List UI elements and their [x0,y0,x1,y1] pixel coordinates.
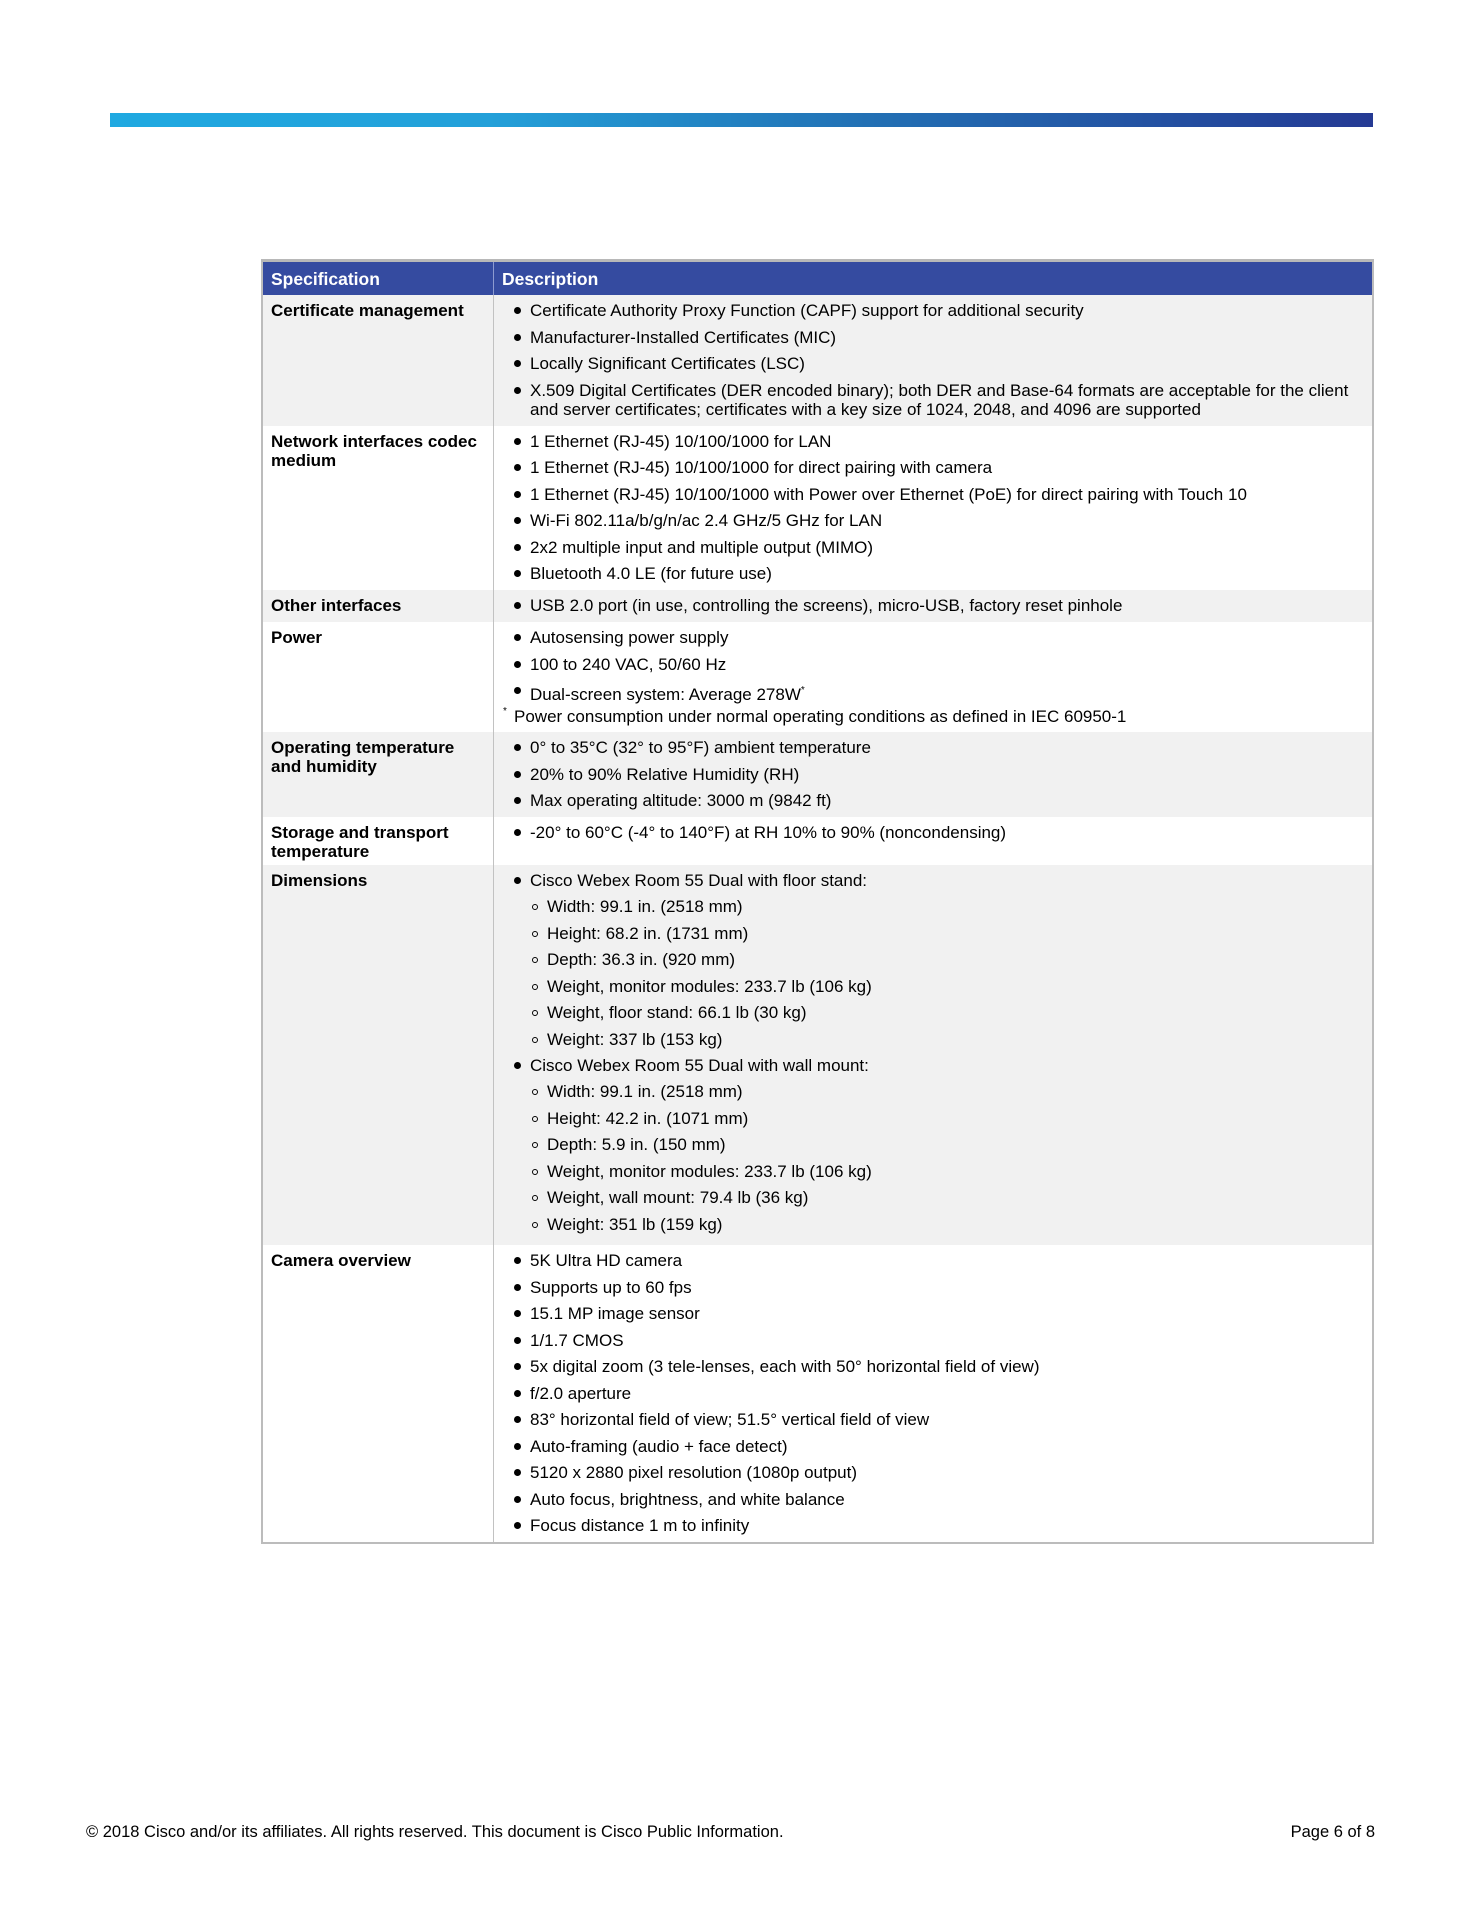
sub-list [530,1082,1364,1234]
bullet-icon [514,1337,521,1344]
list-item [513,458,1364,477]
list-item [513,1278,1364,1297]
list-item-text: 83° horizontal field of view; 51.5° vertical field of view [530,1410,930,1429]
list-item-text: 100 to 240 VAC, 50/60 Hz [530,654,727,674]
list-item-text: Max operating altitude: 3000 m (9842 ft) [530,791,832,810]
sub-list-item [530,1003,1364,1022]
table-row [262,426,1373,591]
bullet-list [502,628,1364,704]
sub-list-item [530,1188,1364,1207]
bullet-icon [514,1443,521,1450]
bullet-icon [514,1310,521,1317]
description-cell [494,622,1374,732]
hollow-bullet-icon [532,1116,538,1122]
list-item-text: USB 2.0 port (in use, controlling the screens), micro-USB, factory reset pinhole [530,596,1123,615]
sub-list-item [530,1162,1364,1181]
list-item-text: Manufacturer-Installed Certificates (MIC) [530,327,837,347]
description-cell [494,426,1374,591]
list-item-text: 20% to 90% Relative Humidity (RH) [530,764,800,784]
list-item-text: 0° to 35°C (32° to 95°F) ambient temperature [530,738,871,757]
hollow-bullet-icon [532,904,538,910]
list-item [513,1251,1364,1270]
table-row [262,732,1373,817]
column-header-specification: Specification [262,261,494,296]
description-cell [494,732,1374,817]
spec-name-cell: Operating temperature and humidity [262,732,494,817]
specification-table [261,259,1374,1544]
sub-list-item-text: Height: 68.2 in. (1731 mm) [547,923,749,943]
list-item-text: Auto focus, brightness, and white balance [530,1489,845,1509]
bullet-icon [514,687,521,694]
list-item-text: Auto-framing (audio + face detect) [530,1436,788,1456]
bullet-icon [514,334,521,341]
list-item [513,1384,1364,1403]
list-item [513,655,1364,674]
description-cell [494,590,1374,622]
bullet-list [502,1251,1364,1535]
sub-list-item-text: Height: 42.2 in. (1071 mm) [547,1108,749,1128]
sub-list-item-text: Depth: 5.9 in. (150 mm) [547,1135,726,1154]
list-item [513,738,1364,757]
hollow-bullet-icon [532,984,538,990]
list-item [513,1331,1364,1350]
list-item [513,1490,1364,1509]
table-row [262,1245,1373,1543]
column-header-description: Description [494,261,1374,296]
spec-name-cell: Camera overview [262,1245,494,1543]
bullet-icon [514,1284,521,1291]
bullet-icon [514,1257,521,1264]
sub-list [530,897,1364,1049]
list-item-text: 5K Ultra HD camera [530,1251,683,1270]
hollow-bullet-icon [532,1142,538,1148]
bullet-icon [514,387,521,394]
list-item-text: Cisco Webex Room 55 Dual with floor stand: [530,871,868,890]
hollow-bullet-icon [532,957,538,963]
bullet-icon [514,1522,521,1529]
bullet-icon [514,544,521,551]
bullet-icon [514,360,521,367]
list-item-text: 5120 x 2880 pixel resolution (1080p output) [530,1463,858,1482]
hollow-bullet-icon [532,1222,538,1228]
bullet-icon [514,1062,521,1069]
header-gradient-bar [110,113,1373,127]
list-item [513,511,1364,530]
hollow-bullet-icon [532,931,538,937]
list-item-text: Autosensing power supply [530,628,729,647]
sub-list-item-text: Depth: 36.3 in. (920 mm) [547,950,736,969]
list-item-text: 1 Ethernet (RJ-45) 10/100/1000 with Power over Ethernet (PoE) for direct pairing with Touch 10 [530,484,1247,504]
spec-name-cell: Certificate management [262,295,494,426]
list-item-text: Wi-Fi 802.11a/b/g/n/ac 2.4 GHz/5 GHz for LAN [530,511,883,530]
hollow-bullet-icon [532,1169,538,1175]
bullet-list [502,871,1364,1234]
bullet-icon [514,307,521,314]
list-item-text: 15.1 MP image sensor [530,1304,700,1323]
list-item-text: X.509 Digital Certificates (DER encoded binary); both DER and Base-64 formats are acceptable for the client and server certificates; certificates with a key size of 1024, 2048, and 4096 are supported [530,380,1349,419]
footer-copyright: © 2018 Cisco and/or its affiliates. All rights reserved. This document is Cisco Public Information. [86,1823,784,1841]
table-row [262,590,1373,622]
description-cell [494,295,1374,426]
sub-list-item [530,897,1364,916]
table-row [262,865,1373,1245]
sub-list-item-text: Width: 99.1 in. (2518 mm) [547,897,743,916]
sub-list-item [530,924,1364,943]
list-item-text: Cisco Webex Room 55 Dual with wall mount: [530,1056,869,1075]
sub-list-item-text: Weight: 337 lb (153 kg) [547,1029,723,1049]
table-row [262,622,1373,732]
list-item [513,328,1364,347]
list-item [513,791,1364,810]
bullet-icon [514,797,521,804]
list-item [513,765,1364,784]
sub-list-item [530,1135,1364,1154]
list-item [513,1463,1364,1482]
list-item [513,301,1364,320]
hollow-bullet-icon [532,1010,538,1016]
table-header-row [262,261,1373,296]
list-item-text: Locally Significant Certificates (LSC) [530,354,805,373]
spec-name-cell: Storage and transport temperature [262,817,494,865]
list-item-text: 1/1.7 CMOS [530,1330,624,1350]
spec-name-cell: Dimensions [262,865,494,1245]
hollow-bullet-icon [532,1195,538,1201]
list-item [513,1357,1364,1376]
list-item [513,1516,1364,1535]
bullet-icon [514,1469,521,1476]
bullet-list [502,432,1364,584]
list-item-text: 1 Ethernet (RJ-45) 10/100/1000 for LAN [530,431,832,451]
sub-list-item [530,1082,1364,1101]
bullet-icon [514,464,521,471]
spec-name-cell: Other interfaces [262,590,494,622]
sub-list-item [530,1109,1364,1128]
footer-page-number: Page 6 of 8 [1290,1823,1375,1841]
description-cell [494,817,1374,865]
sub-list-item [530,1215,1364,1234]
sub-list-item [530,950,1364,969]
list-item [513,1056,1364,1234]
list-item [513,432,1364,451]
hollow-bullet-icon [532,1089,538,1095]
list-item [513,823,1364,842]
list-item [513,538,1364,557]
sub-list-item-text: Weight, floor stand: 66.1 lb (30 kg) [547,1003,807,1022]
bullet-list [502,301,1364,419]
footnote-text: Power consumption under normal operating conditions as defined in IEC 60950-1 [514,707,1127,726]
list-item-text: Certificate Authority Proxy Function (CAPF) support for additional security [530,301,1084,320]
list-item [513,596,1364,615]
table-row [262,817,1373,865]
table-body [262,295,1373,1543]
list-item [513,871,1364,1049]
bullet-icon [514,570,521,577]
list-item-text: Dual-screen system: Average 278W [530,685,801,704]
sub-list-item-text: Weight, monitor modules: 233.7 lb (106 kg) [547,976,872,996]
table-row [262,295,1373,426]
bullet-icon [514,877,521,884]
bullet-icon [514,1390,521,1397]
list-item [513,1304,1364,1323]
list-item-text: Supports up to 60 fps [530,1277,692,1297]
spec-name-cell: Network interfaces codec medium [262,426,494,591]
sub-list-item [530,977,1364,996]
bullet-icon [514,1416,521,1423]
list-item [513,564,1364,583]
list-item [513,1410,1364,1429]
list-item-text: 2x2 multiple input and multiple output (MIMO) [530,537,873,557]
bullet-icon [514,771,521,778]
bullet-icon [514,517,521,524]
list-item-text: f/2.0 aperture [530,1383,632,1403]
list-item-text: -20° to 60°C (-4° to 140°F) at RH 10% to 90% (noncondensing) [530,823,1007,842]
bullet-list [502,596,1364,615]
list-item [513,485,1364,504]
description-cell [494,1245,1374,1543]
list-item [513,681,1364,704]
bullet-list [502,738,1364,810]
list-item [513,628,1364,647]
sub-list-item-text: Weight: 351 lb (159 kg) [547,1214,723,1234]
sub-list-item [530,1030,1364,1049]
bullet-icon [514,1496,521,1503]
bullet-icon [514,491,521,498]
bullet-icon [514,661,521,668]
sub-list-item-text: Width: 99.1 in. (2518 mm) [547,1082,743,1101]
spec-name-cell: Power [262,622,494,732]
list-item-text: Bluetooth 4.0 LE (for future use) [530,564,772,583]
sub-list-item-text: Weight, wall mount: 79.4 lb (36 kg) [547,1188,809,1207]
list-item [513,381,1364,419]
list-item-text: Focus distance 1 m to infinity [530,1516,750,1535]
footnote-marker: * [800,685,805,696]
sub-list-item-text: Weight, monitor modules: 233.7 lb (106 kg) [547,1161,872,1181]
bullet-icon [514,744,521,751]
bullet-icon [514,829,521,836]
bullet-list [502,823,1364,842]
footnote-star: * [503,706,507,717]
hollow-bullet-icon [532,1037,538,1043]
bullet-icon [514,1363,521,1370]
bullet-icon [514,634,521,641]
description-cell [494,865,1374,1245]
list-item-text: 5x digital zoom (3 tele-lenses, each with 50° horizontal field of view) [530,1357,1040,1376]
list-item [513,354,1364,373]
footnote [502,707,1364,726]
bullet-icon [514,602,521,609]
bullet-icon [514,438,521,445]
list-item-text: 1 Ethernet (RJ-45) 10/100/1000 for direct pairing with camera [530,458,993,477]
list-item [513,1437,1364,1456]
